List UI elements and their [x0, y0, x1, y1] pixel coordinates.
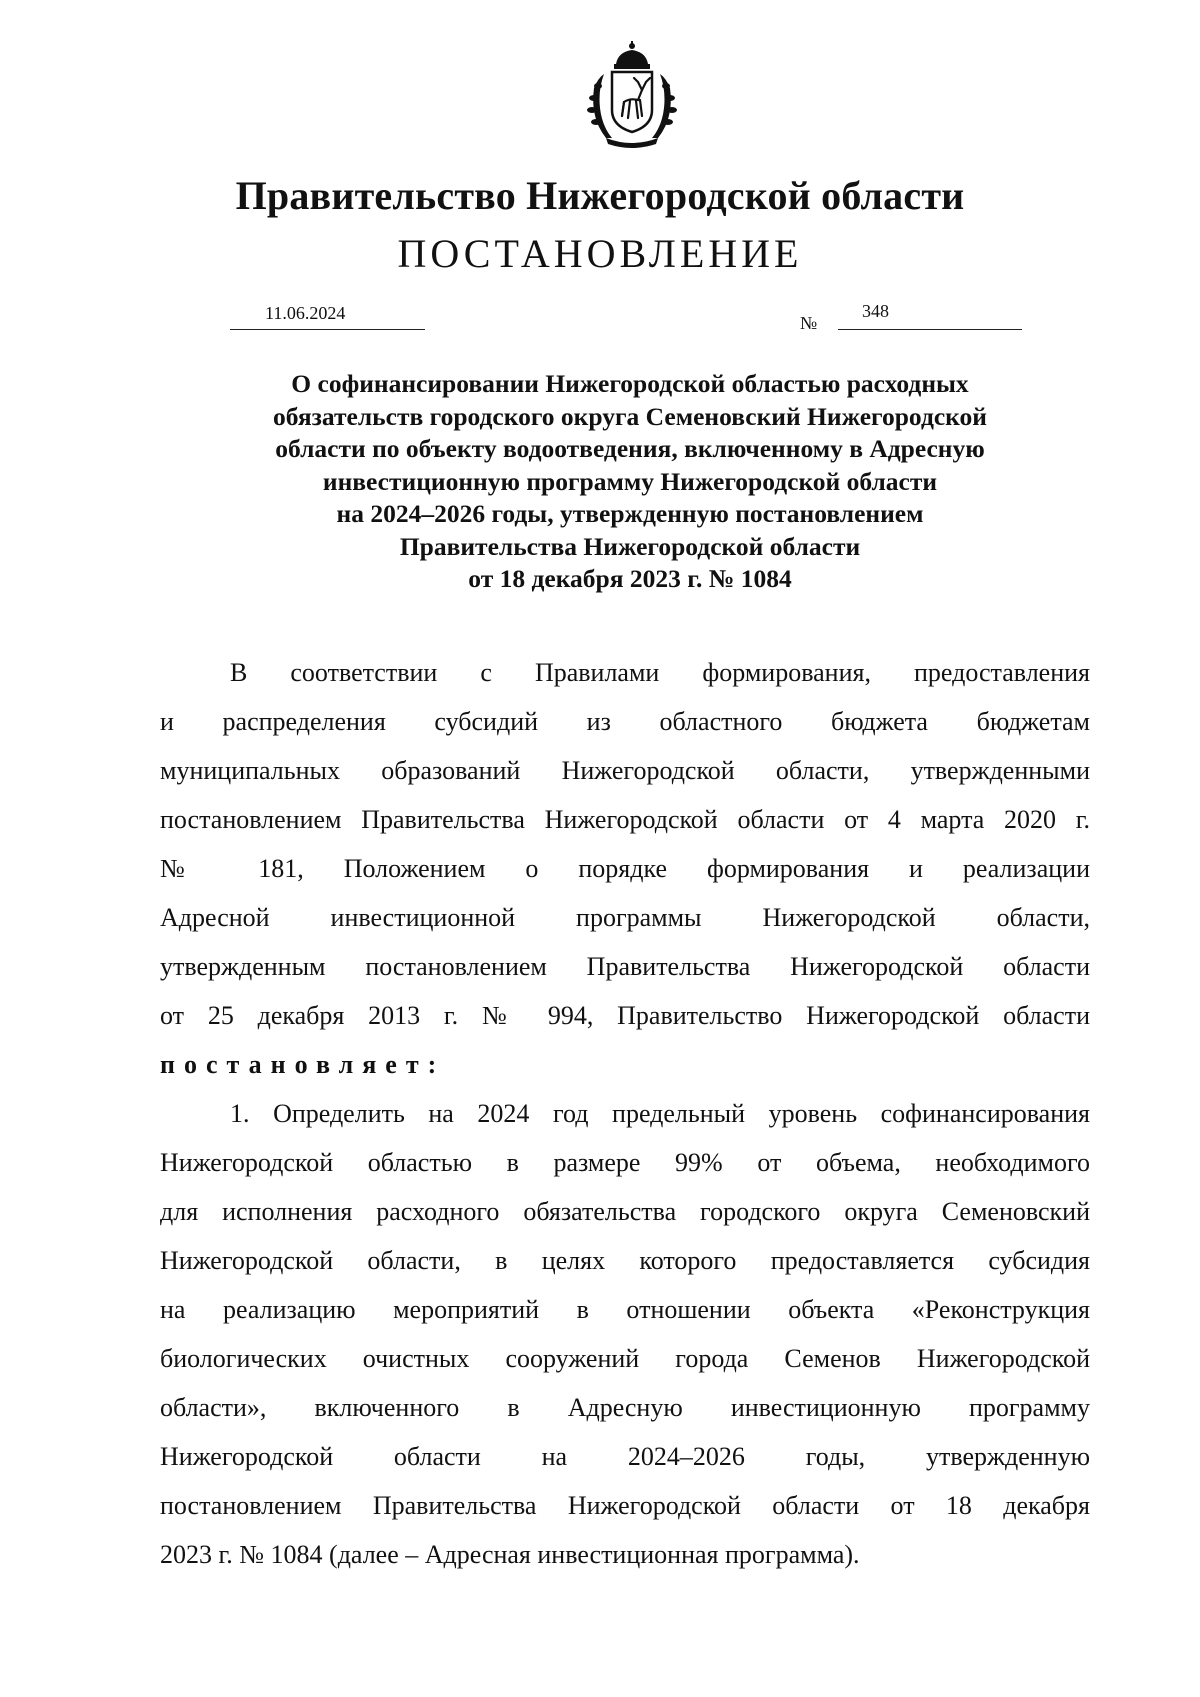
body-line: 1. Определить на 2024 год предельный уровень софинансирования [230, 1099, 1090, 1128]
subject-line: от 18 декабря 2023 г. № 1084 [468, 564, 792, 593]
oak-wreath-right-icon [652, 74, 677, 138]
body-line: Адресной инвестиционной программы Нижегородской области, [160, 903, 1090, 932]
body-line: и распределения субсидий из областного бюджета бюджетам [160, 707, 1090, 736]
document-number: 348 [862, 301, 889, 321]
body-line: Нижегородской областью в размере 99% от объема, необходимого [160, 1148, 1090, 1177]
subject-line: О софинансировании Нижегородской областью расходных [291, 369, 969, 398]
body-line: постановлением Правительства Нижегородской области от 18 декабря [160, 1491, 1090, 1520]
number-underline [838, 329, 1022, 330]
body-line: области», включенного в Адресную инвестиционную программу [160, 1393, 1090, 1422]
subject-line: обязательств городского округа Семеновский Нижегородской [273, 401, 987, 431]
body-line: на реализацию мероприятий в отношении объекта «Реконструкция [160, 1295, 1090, 1324]
body-line: 2023 г. № 1084 (далее – Адресная инвестиционная программа). [160, 1540, 860, 1569]
document-subject [160, 368, 1100, 596]
body-line: биологических очистных сооружений города Семенов Нижегородской [160, 1344, 1090, 1373]
document-body [160, 648, 1090, 1579]
document-type: ПОСТАНОВЛЕНИЕ [397, 231, 803, 276]
body-line: муниципальных образований Нижегородской области, утвержденными [160, 756, 1090, 785]
resolves-word: постановляет: [160, 1050, 446, 1079]
body-line: от 25 декабря 2013 г. № 994, Правительство Нижегородской области [160, 1001, 1090, 1030]
government-title: Правительство Нижегородской области [235, 173, 965, 218]
subject-line: Правительства Нижегородской области [399, 531, 861, 561]
oak-wreath-left-icon [587, 74, 612, 138]
coat-of-arms-emblem [576, 38, 688, 150]
body-line: Нижегородской области, в целях которого предоставляется субсидия [160, 1246, 1090, 1275]
ribbon-icon [606, 138, 658, 148]
subject-line: области по объекту водоотведения, включенному в Адресную [275, 434, 985, 463]
subject-line: на 2024–2026 годы, утвержденную постановлением [336, 499, 924, 528]
body-line: для исполнения расходного обязательства городского округа Семеновский [160, 1197, 1090, 1226]
subject-line: инвестиционную программу Нижегородской области [322, 466, 938, 496]
body-line: утвержденным постановлением Правительства Нижегородской области [160, 952, 1090, 981]
crown-icon [614, 41, 650, 69]
number-sign: № [800, 313, 818, 333]
document-date: 11.06.2024 [265, 303, 346, 323]
body-line: В соответствии с Правилами формирования, предоставления [230, 658, 1090, 687]
body-line: постановлением Правительства Нижегородской области от 4 марта 2020 г. [160, 805, 1090, 834]
date-underline [230, 329, 425, 330]
body-line: Нижегородской области на 2024–2026 годы, утвержденную [160, 1442, 1090, 1471]
body-line: № 181, Положением о порядке формирования и реализации [160, 854, 1090, 883]
